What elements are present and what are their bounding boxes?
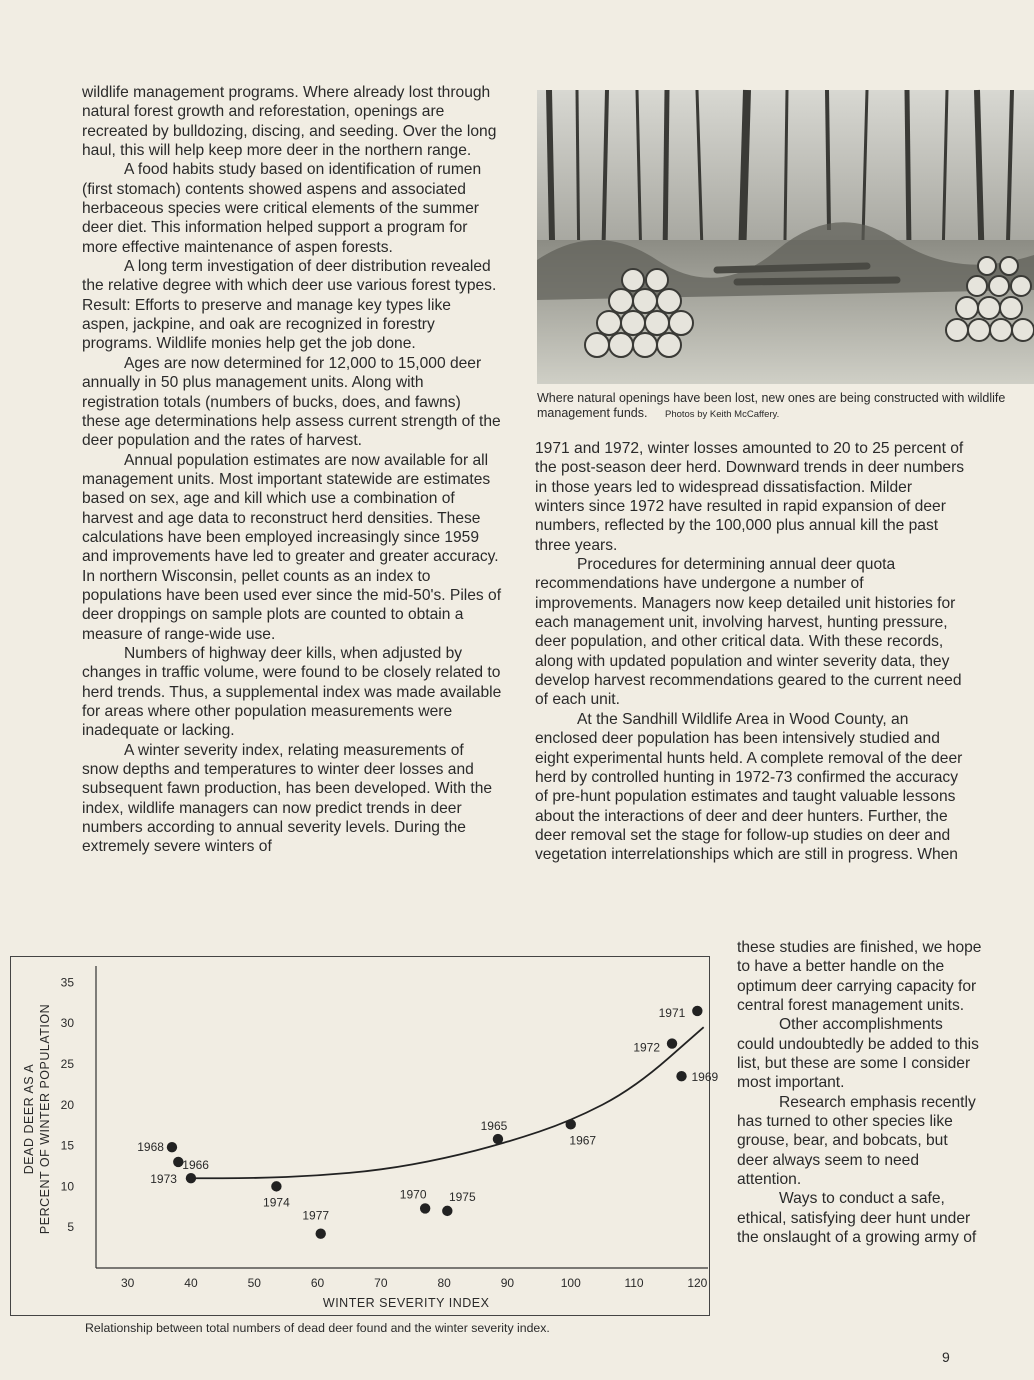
right-text-column [535, 439, 965, 865]
y-tick-label: 5 [67, 1220, 74, 1235]
right-narrow-text-column [737, 938, 982, 1248]
data-point-1972 [667, 1038, 677, 1048]
data-point-1965 [493, 1134, 503, 1144]
x-tick-label: 40 [184, 1276, 198, 1290]
paragraph: At the Sandhill Wildlife Area in Wood County, an enclosed deer population has been intensively studied and eight experimental hunts held. A complete removal of the deer herd by controlled hunting in 1972-73 confirmed the accuracy of pre-hunt population estimates and taught valuable lessons about the interactions of deer and deer hunters. Further, the deer removal set the stage for follow-up studies on deer and vegetation interrelationships which are still in progress. When [535, 710, 963, 864]
forest-clearing-photo [537, 90, 1034, 384]
paragraph: Ages are now determined for 12,000 to 15,000 deer annually in 50 plus management units. Along with registration totals (numbers of bucks, does, and fawns) these age determinations help assess current strength of the deer population and the rates of harvest. [82, 354, 501, 450]
data-label-1970: 1970 [399, 1187, 427, 1202]
data-point-1975 [442, 1206, 452, 1216]
photo-caption [537, 391, 1017, 422]
x-tick-label: 70 [374, 1276, 388, 1290]
photo-caption-text: Where natural openings have been lost, new ones are being constructed with wildlife management funds. [537, 391, 1006, 420]
y-tick-label: 35 [60, 975, 74, 990]
paragraph: A food habits study based on identification of rumen (first stomach) contents showed aspens and associated herbaceous species were critical elements of the summer deer diet. This information helped support a program for more effective maintenance of aspen forests. [82, 161, 482, 256]
data-label-1966: 1966 [182, 1157, 209, 1172]
x-tick-label: 100 [560, 1276, 581, 1290]
data-point-1967 [566, 1119, 576, 1129]
data-label-1972: 1972 [633, 1040, 661, 1055]
data-point-1977 [316, 1229, 326, 1239]
paragraph: wildlife management programs. Where already lost through natural forest growth and reforestation, openings are recreated by bulldozing, discing, and seeding. Over the long haul, this will help keep more deer in the northern range. [82, 84, 497, 160]
x-tick-label: 120 [687, 1276, 708, 1290]
paragraph: Research emphasis recently has turned to other species like grouse, bear, and bobcats, but deer always seem to need attention. [737, 1093, 976, 1189]
data-label-1973: 1973 [150, 1172, 177, 1187]
data-label-1977: 1977 [302, 1208, 330, 1223]
paragraph: Procedures for determining annual deer quota recommendations have undergone a number of improvements. Managers now keep detailed unit histories for each management unit, involving harvest, hunting pressure, deer population, and other critical data. With these records, along with updated population and winter severity data, they develop harvest recommendations geared to the current need of each unit. [535, 556, 962, 709]
data-point-1968 [167, 1142, 177, 1152]
paragraph: Other accomplishments could undoubtedly be added to this list, but these are some I consider most important. [737, 1016, 979, 1092]
data-point-1971 [692, 1006, 702, 1016]
data-label-1967: 1967 [569, 1133, 597, 1148]
data-label-1971: 1971 [658, 1005, 686, 1020]
y-tick-label: 20 [60, 1097, 74, 1112]
x-tick-label: 50 [247, 1276, 261, 1290]
y-tick-label: 10 [60, 1179, 74, 1194]
paragraph: Ways to conduct a safe, ethical, satisfying deer hunt under the onslaught of a growing army of [737, 1190, 977, 1247]
page-number: 9 [942, 1349, 950, 1365]
paragraph: A long term investigation of deer distribution revealed the relative degree with which deer use various forest types. Result: Efforts to preserve and manage key types like aspen, jackpine, and oak are recognized in forestry programs. Wildlife monies help get the job done. [82, 258, 497, 353]
chart-caption: Relationship between total numbers of dead deer found and the winter severity index. [85, 1321, 550, 1335]
paragraph: A winter severity index, relating measurements of snow depths and temperatures to winter deer losses and subsequent fawn production, has been developed. With the index, wildlife managers can now predict trends in deer numbers according to annual severity levels. During the extremely severe winters of [82, 741, 493, 856]
data-label-1968: 1968 [137, 1140, 164, 1155]
paragraph: Annual population estimates are now available for all management units. Most important statewide are estimates based on sex, age and kill which use a combination of harvest and age data to reconstruct herd densities. These calculations have been employed increasingly since 1959 and improvements have led to greater and greater accuracy. In northern Wisconsin, pellet counts as an index to populations have been used ever since the mid-50's. Piles of deer droppings on sample plots are counted to obtain a measure of range-wide use. [82, 451, 502, 643]
left-text-column [82, 83, 502, 857]
y-tick-label: 25 [60, 1056, 74, 1071]
y-tick-label: 15 [60, 1138, 74, 1153]
data-label-1965: 1965 [480, 1119, 508, 1134]
data-point-1970 [420, 1203, 430, 1213]
x-tick-label: 30 [120, 1276, 135, 1290]
x-tick-label: 90 [500, 1276, 515, 1290]
paragraph: 1971 and 1972, winter losses amounted to 20 to 25 percent of the post-season deer herd. Downward trends in deer numbers in those years led to widespread dissatisfaction. Milder winters since 1972 have resulted in rapid expansion of deer numbers, reflected by the 100,000 plus annual kill the past three years. [535, 440, 965, 554]
x-tick-label: 60 [310, 1276, 325, 1290]
x-tick-label: 80 [437, 1276, 451, 1290]
y-axis-title-line2: PERCENT OF WINTER POPULATION [38, 1003, 52, 1235]
data-label-1975: 1975 [448, 1189, 476, 1204]
photo-credit: Photos by Keith McCaffery. [664, 409, 780, 420]
data-point-1969 [676, 1071, 686, 1081]
winter-severity-chart [10, 956, 719, 1316]
x-tick-label: 110 [624, 1276, 644, 1290]
data-point-1974 [271, 1181, 281, 1191]
paragraph: these studies are finished, we hope to have a better handle on the optimum deer carrying capacity for central forest management units. [737, 939, 982, 1015]
x-axis-title: WINTER SEVERITY INDEX [322, 1296, 490, 1310]
data-point-1973 [186, 1173, 196, 1183]
data-label-1969: 1969 [691, 1070, 719, 1085]
data-label-1974: 1974 [263, 1195, 290, 1210]
paragraph: Numbers of highway deer kills, when adjusted by changes in traffic volume, were found to be closely related to herd trends. Thus, a supplemental index was made available for areas where other population measurements were inadequate or lacking. [82, 644, 502, 740]
trend-curve [191, 1027, 704, 1178]
y-axis-title-line1: DEAD DEER AS A [22, 1063, 36, 1175]
y-tick-label: 30 [60, 1016, 74, 1031]
